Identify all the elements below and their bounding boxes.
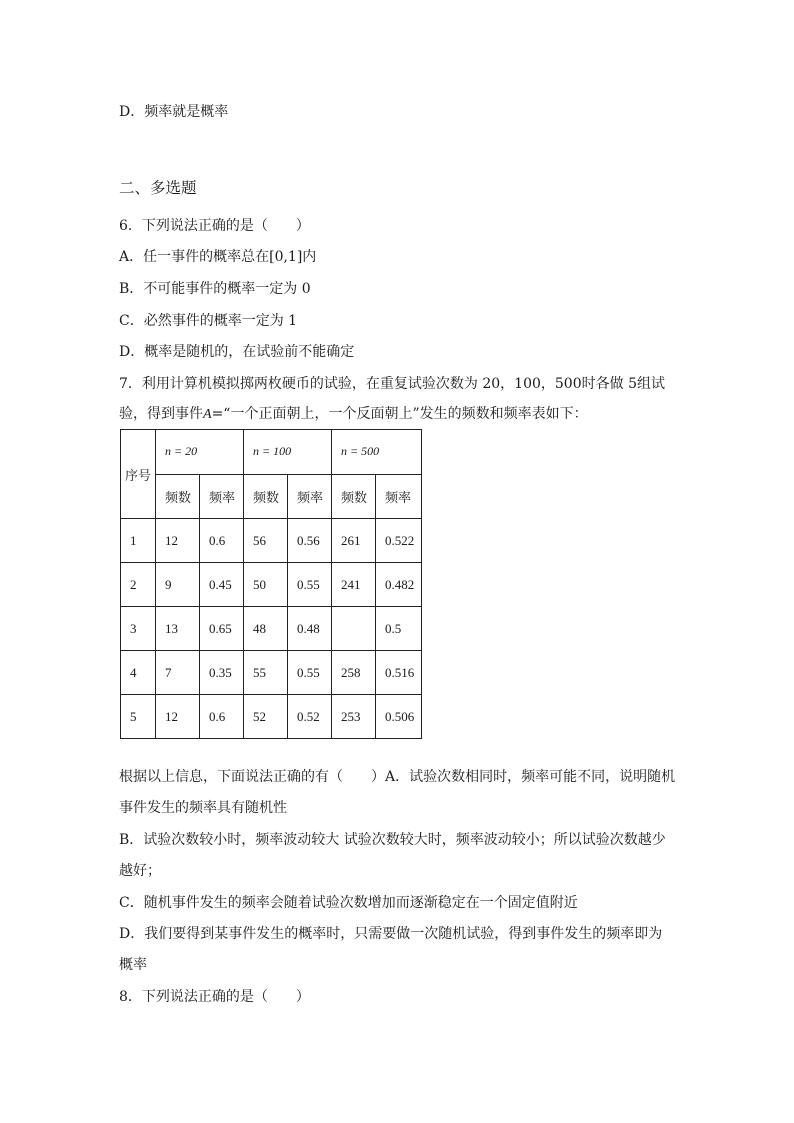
table-cell: 0.35 <box>200 651 244 695</box>
table-row <box>121 607 422 651</box>
table-cell: 1 <box>121 519 156 563</box>
question-7-option-b-line-1: B．试验次数较小时，频率波动较大 试验次数较大时，频率波动较小；所以试验次数越少 <box>119 832 666 848</box>
table-cell: 0.5 <box>376 607 422 651</box>
table-cell: 0.522 <box>376 519 422 563</box>
table-cell: 9 <box>156 563 200 607</box>
table-cell: 56 <box>244 519 288 563</box>
question-7-option-c: C．随机事件发生的频率会随着试验次数增加而逐渐稳定在一个固定值附近 <box>119 895 578 911</box>
question-7-after-table-line-1: 根据以上信息，下面说法正确的有（ ）A．试验次数相同时，频率可能不同，说明随机 <box>119 769 676 785</box>
table-cell: 0.56 <box>288 519 332 563</box>
table-row <box>121 519 422 563</box>
question-8-stem: 8．下列说法正确的是（ ） <box>119 989 310 1005</box>
question-7-stem-line-1: 7．利用计算机模拟掷两枚硬币的试验，在重复试验次数为 20，100，500时各做 5组试 <box>119 376 665 392</box>
table-cell: 5 <box>121 695 156 739</box>
question-7-option-d-line-2: 概率 <box>119 957 147 973</box>
table-cell: 0.45 <box>200 563 244 607</box>
question-6-stem: 6．下列说法正确的是（ ） <box>119 218 310 234</box>
table-cell: 7 <box>156 651 200 695</box>
table-cell: 0.52 <box>288 695 332 739</box>
table-cell: 0.55 <box>288 563 332 607</box>
table-cell: 253 <box>332 695 376 739</box>
table-row <box>121 695 422 739</box>
table-cell: 52 <box>244 695 288 739</box>
table-cell: 0.6 <box>200 519 244 563</box>
table-cell: 48 <box>244 607 288 651</box>
question-7-after-table-line-2: 事件发生的频率具有随机性 <box>119 800 287 816</box>
sub-header: 频率 <box>376 474 422 519</box>
table-cell <box>332 607 376 651</box>
frequency-table <box>120 429 422 739</box>
stem-text-a: 验，得到事件 <box>119 406 203 422</box>
table-cell: 0.65 <box>200 607 244 651</box>
table-cell: 0.55 <box>288 651 332 695</box>
table-cell: 0.482 <box>376 563 422 607</box>
sub-header: 频率 <box>288 474 332 519</box>
table-cell: 0.48 <box>288 607 332 651</box>
table-cell: 241 <box>332 563 376 607</box>
question-6-option-b: B．不可能事件的概率一定为 0 <box>119 281 311 297</box>
table-cell: 12 <box>156 695 200 739</box>
table-cell: 0.516 <box>376 651 422 695</box>
sub-header: 频率 <box>200 474 244 519</box>
sub-header: 频数 <box>244 474 288 519</box>
group-header: n = 100 <box>244 430 332 475</box>
table-cell: 13 <box>156 607 200 651</box>
table-header-row <box>121 430 422 475</box>
table-subheader-row <box>121 474 422 519</box>
question-7-option-b-line-2: 越好； <box>119 863 161 879</box>
table-cell: 50 <box>244 563 288 607</box>
table-cell: 55 <box>244 651 288 695</box>
question-7-option-d-line-1: D．我们要得到某事件发生的概率时，只需要做一次随机试验，得到事件发生的频率即为 <box>119 926 663 942</box>
question-6-option-c: C．必然事件的概率一定为 1 <box>119 313 298 329</box>
seq-header: 序号 <box>121 430 156 519</box>
group-header: n = 20 <box>156 430 244 475</box>
table-cell: 3 <box>121 607 156 651</box>
group-header: n = 500 <box>332 430 422 475</box>
stem-text-b: =“一个正面朝上，一个反面朝上”发生的频数和频率表如下： <box>211 406 588 422</box>
table-cell: 0.506 <box>376 695 422 739</box>
table-cell: 2 <box>121 563 156 607</box>
table-cell: 261 <box>332 519 376 563</box>
question-6-option-a: A．任一事件的概率总在[0,1]内 <box>119 249 317 265</box>
sub-header: 频数 <box>332 474 376 519</box>
question-7-stem-line-2 <box>119 404 588 425</box>
question-5-option-d: D．频率就是概率 <box>119 104 229 120</box>
table-cell: 12 <box>156 519 200 563</box>
question-6-option-d: D．概率是随机的，在试验前不能确定 <box>119 344 355 360</box>
table-cell: 0.6 <box>200 695 244 739</box>
table-row <box>121 651 422 695</box>
sub-header: 频数 <box>156 474 200 519</box>
event-variable: A <box>203 407 212 422</box>
table-cell: 258 <box>332 651 376 695</box>
table-cell: 4 <box>121 651 156 695</box>
table-row <box>121 563 422 607</box>
section-title: 二、多选题 <box>119 179 197 197</box>
